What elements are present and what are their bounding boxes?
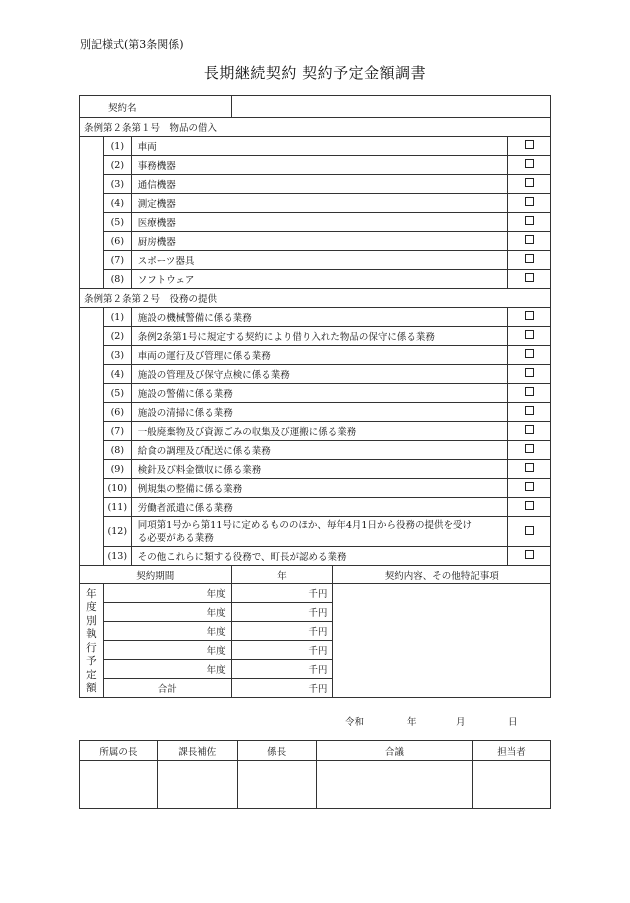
period-label: 契約期間 [80, 566, 232, 584]
approval-stamp-box[interactable] [316, 761, 473, 809]
checkbox[interactable] [525, 140, 534, 149]
contract-name-label: 契約名 [80, 96, 232, 118]
list-item: (8) ソフトウェア [80, 270, 551, 289]
checkbox[interactable] [525, 349, 534, 358]
checkbox[interactable] [525, 178, 534, 187]
list-item: (2) 事務機器 [80, 156, 551, 175]
remarks-field[interactable] [333, 584, 551, 698]
contract-name-field[interactable] [231, 96, 550, 118]
approval-stamp-box[interactable] [237, 761, 316, 809]
list-item: (6) 厨房機器 [80, 232, 551, 251]
checkbox[interactable] [525, 311, 534, 320]
checkbox[interactable] [525, 406, 534, 415]
checkbox[interactable] [525, 526, 534, 535]
checkbox[interactable] [525, 444, 534, 453]
list-item: (3) 通信機器 [80, 175, 551, 194]
vertical-label: 年 度 別 執 行 予 定 額 [80, 584, 104, 698]
approval-header: 所属の長 [80, 741, 158, 761]
checkbox[interactable] [525, 463, 534, 472]
list-item: (10) 例規集の整備に係る業務 [80, 479, 551, 498]
remarks-label: 契約内容、その他特記事項 [333, 566, 551, 584]
section1-title: 条例第２条第１号 物品の借入 [80, 118, 551, 137]
approval-header: 課長補佐 [157, 741, 237, 761]
checkbox[interactable] [525, 482, 534, 491]
list-item: (13) その他これらに類する役務で、町長が認める業務 [80, 547, 551, 566]
year-label: 年 [231, 566, 333, 584]
table-row: 年 度 別 執 行 予 定 額 年度 千円 [80, 584, 551, 603]
section2-title: 条例第２条第２号 役務の提供 [80, 289, 551, 308]
form-label: 別記様式(第3条関係) [80, 38, 184, 51]
list-item: (11) 労働者派遣に係る業務 [80, 498, 551, 517]
approval-stamp-box[interactable] [157, 761, 237, 809]
approval-header: 担当者 [473, 741, 551, 761]
approval-stamp-box[interactable] [473, 761, 551, 809]
approval-stamp-box[interactable] [80, 761, 158, 809]
checkbox[interactable] [525, 216, 534, 225]
list-item: (12) 同項第1号から第11号に定めるもののほか、毎年4月1日から役務の提供を受け る必要がある業務 [80, 517, 551, 547]
list-item: (7) 一般廃棄物及び資源ごみの収集及び運搬に係る業務 [80, 422, 551, 441]
list-item: (1) 施設の機械警備に係る業務 [80, 308, 551, 327]
list-item: (9) 検針及び料金徴収に係る業務 [80, 460, 551, 479]
list-item: (4) 測定機器 [80, 194, 551, 213]
checkbox[interactable] [525, 235, 534, 244]
checkbox[interactable] [525, 368, 534, 377]
list-item: (5) 施設の警備に係る業務 [80, 384, 551, 403]
table-row: 合計 千円 [80, 679, 551, 698]
checkbox[interactable] [525, 273, 534, 282]
approval-header: 合議 [316, 741, 473, 761]
table-row: 年度 千円 [80, 603, 551, 622]
checkbox[interactable] [525, 330, 534, 339]
table-row: 年度 千円 [80, 622, 551, 641]
list-item: (5) 医療機器 [80, 213, 551, 232]
list-item: (3) 車両の運行及び管理に係る業務 [80, 346, 551, 365]
checkbox[interactable] [525, 159, 534, 168]
approval-table [79, 740, 551, 809]
table-row: 年度 千円 [80, 641, 551, 660]
checkbox[interactable] [525, 197, 534, 206]
list-item: (4) 施設の管理及び保守点検に係る業務 [80, 365, 551, 384]
list-item: (8) 給食の調理及び配送に係る業務 [80, 441, 551, 460]
list-item: (6) 施設の清掃に係る業務 [80, 403, 551, 422]
list-item: (7) スポーツ器具 [80, 251, 551, 270]
checkbox[interactable] [525, 550, 534, 559]
contract-table [79, 95, 551, 698]
page-title: 長期継続契約 契約予定金額調書 [203, 64, 427, 82]
checkbox[interactable] [525, 501, 534, 510]
list-item: (1) 車両 [80, 137, 551, 156]
checkbox[interactable] [525, 425, 534, 434]
approval-header: 係長 [237, 741, 316, 761]
checkbox[interactable] [525, 254, 534, 263]
list-item: (2) 条例2条第1号に規定する契約により借り入れた物品の保守に係る業務 [80, 327, 551, 346]
table-row: 年度 千円 [80, 660, 551, 679]
total-label: 合計 [103, 679, 231, 698]
date-line: 令和 年 月 日 [345, 717, 518, 728]
checkbox[interactable] [525, 387, 534, 396]
